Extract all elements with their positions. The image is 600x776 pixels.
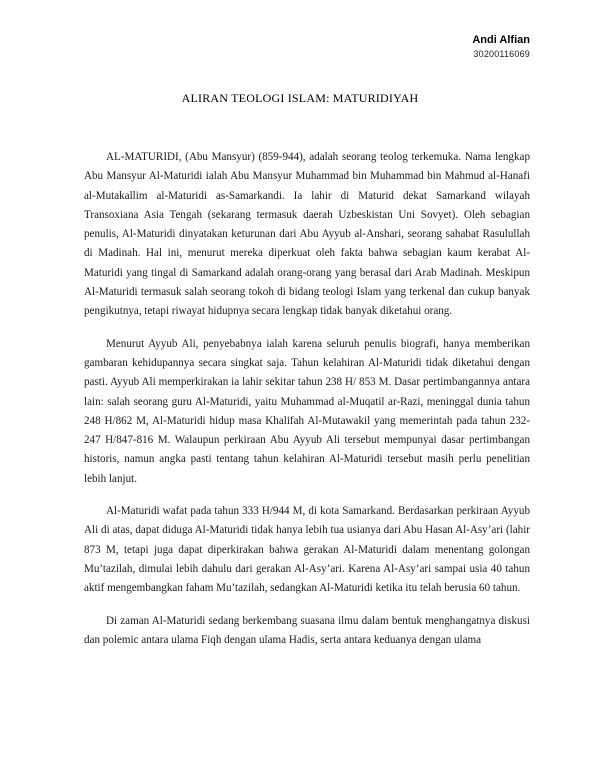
author-block — [472, 34, 530, 60]
student-id: 30200116069 — [473, 49, 530, 59]
author-name: Andi Alfian — [472, 34, 530, 46]
document-body — [84, 148, 530, 663]
paragraph-2: Menurut Ayyub Ali, penyebabnya ialah karena seluruh penulis biografi, hanya memberikan gambaran kehidupannya secara singkat saja. Tahun kelahiran Al-Maturidi tidak diketahui dengan pasti. Ayyub Ali memperkirakan ia lahir sekitar tahun 238 H/ 853 M. Dasar pertimbangannya antara lain: salah seorang guru Al-Maturidi, yaitu Muhammad al-Muqatil ar-Razi, meninggal dunia tahun 248 H/862 M, Al-Maturidi hidup masa Khalifah Al-Mutawakil yang memerintah pada tahun 232-247 H/847-816 M. Walaupun perkiraan Abu Ayyub Ali tersebut mempunyai dasar pertimbangan historis, namun angka pasti tentang tahun kelahiran Al-Maturidi tersebut masih perlu penelitian lebih lanjut. — [84, 337, 530, 485]
paragraph-1: AL-MATURIDI, (Abu Mansyur) (859-944), adalah seorang teolog terkemuka. Nama lengkap Abu Mansyur Al-Maturidi ialah Abu Mansyur Muhammad bin Muhammad bin Mahmud al-Hanafi al-Mutakallim al-Maturidi as-Samarkandi. Ia lahir di Maturid dekat Samarkand wilayah Transoxiana Asia Tengah (sekarang termasuk daerah Uzbeskistan Uni Sovyet). Oleh sebagian penulis, Al-Maturidi dinyatakan keturunan dari Abu Ayyub al-Anshari, seorang sahabat Rasulullah di Madinah. Hal ini, menurut mereka diperkuat oleh fakta bahwa sebagian kaum kerabat Al-Maturidi yang tingal di Samarkand adalah orang-orang yang berasal dari Arab Madinah. Meskipun Al-Maturidi termasuk salah seorang tokoh di bidang teologi Islam yang terkenal dan cukup banyak pengikutnya, tetapi riwayat hidupnya secara lengkap tidak banyak diketahui orang. — [84, 151, 530, 318]
paragraph-4: Di zaman Al-Maturidi sedang berkembang suasana ilmu dalam bentuk menghangatnya diskusi dan polemic antara ulama Fiqh dengan ulama Hadis, serta antara keduanya dengan ulama — [84, 614, 530, 646]
paragraph-3: Al-Maturidi wafat pada tahun 333 H/944 M, di kota Samarkand. Berdasarkan perkiraan Ayyub Ali di atas, dapat diduga Al-Maturidi tidak hanya lebih tua usianya dari Abu Hasan Al-Asy’ari (lahir 873 M, tetapi juga dapat diperkirakan bahwa gerakan Al-Maturidi dalam menentang golongan Mu’tazilah, dimulai lebih dahulu dari gerakan Al-Asy’ari. Karena Al-Asy’ari sampai usia 40 tahun aktif mengembangkan faham Mu’tazilah, sedangkan Al-Maturidi ketika itu telah berusia 60 tahun. — [84, 505, 530, 595]
document-title: ALIRAN TEOLOGI ISLAM: MATURIDIYAH — [181, 91, 419, 105]
